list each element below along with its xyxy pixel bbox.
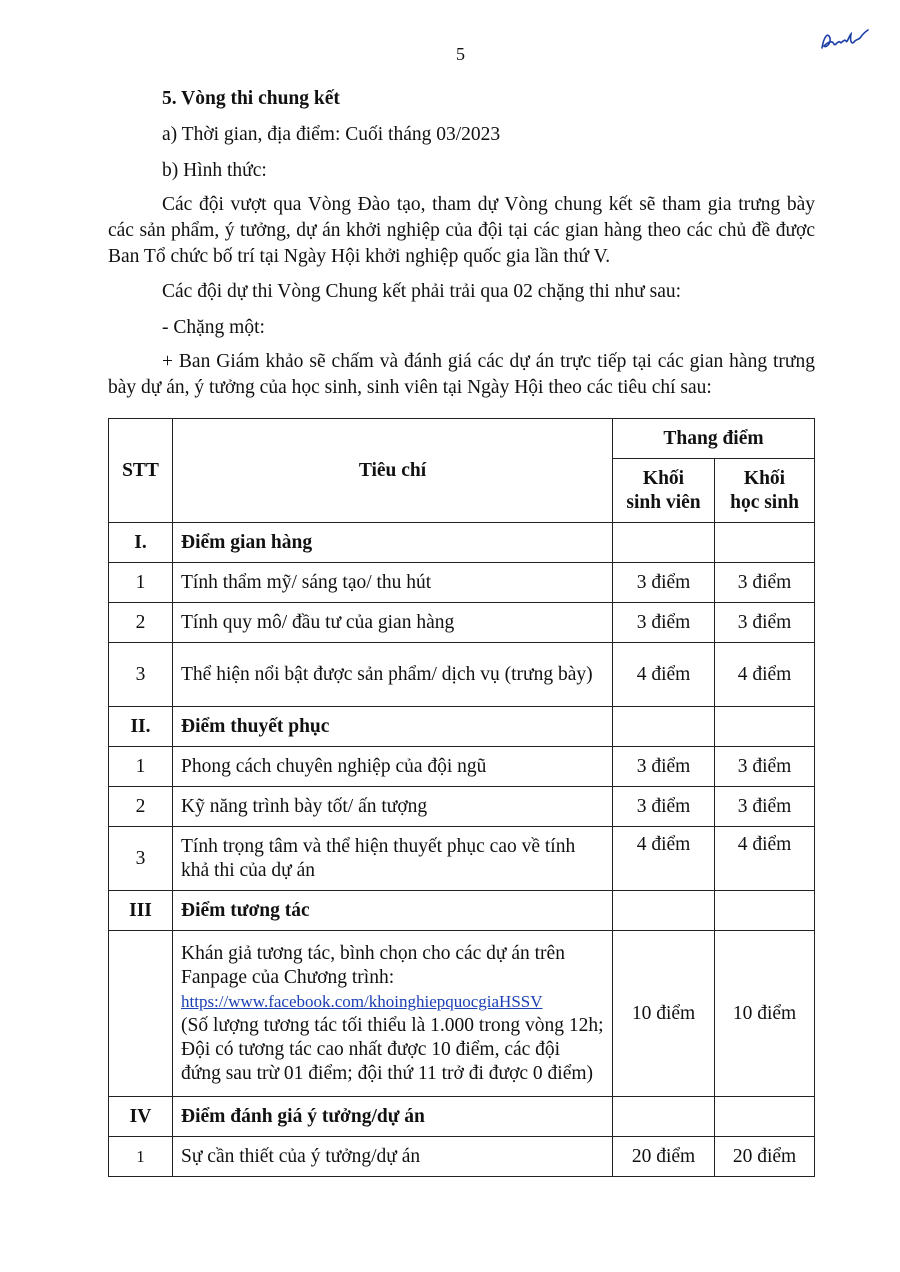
- section-title: Điểm đánh giá ý tưởng/dự án: [173, 1097, 613, 1137]
- header-school: [715, 459, 815, 523]
- row-criteria: Phong cách chuyên nghiệp của đội ngũ: [173, 747, 613, 787]
- row-score-school: 10 điểm: [715, 931, 815, 1097]
- row-number: 2: [109, 787, 173, 827]
- row-score-school: 4 điểm: [715, 827, 815, 891]
- header-criteria: Tiêu chí: [173, 419, 613, 523]
- stage-one: - Chặng một:: [162, 317, 265, 338]
- empty-cell: [613, 707, 715, 747]
- empty-cell: [613, 891, 715, 931]
- row-number: 1: [109, 1137, 173, 1177]
- section-heading: 5. Vòng thi chung kết: [162, 88, 340, 109]
- row-number: 3: [109, 827, 173, 891]
- interaction-description: Khán giả tương tác, bình chọn cho các dự án trên Fanpage của Chương trình:: [181, 942, 565, 988]
- row-score-university: 3 điểm: [613, 563, 715, 603]
- interaction-rules: (Số lượng tương tác tối thiểu là 1.000 trong vòng 12h; Đội có tương tác cao nhất được 10 điểm, các đội đứng sau trừ 01 điểm; đội thứ 11 trở đi được 0 điểm): [181, 1014, 604, 1084]
- table-row: [109, 827, 815, 891]
- row-criteria: Sự cần thiết của ý tưởng/dự án: [173, 1137, 613, 1177]
- section-row: [109, 523, 815, 563]
- header-school-line1: Khối: [743, 467, 786, 489]
- table-row: [109, 563, 815, 603]
- table-row: [109, 787, 815, 827]
- header-university-line1: Khối: [642, 467, 685, 489]
- empty-cell: [613, 523, 715, 563]
- empty-cell: [109, 931, 173, 1097]
- section-number: I.: [109, 523, 173, 563]
- section-number: IV: [109, 1097, 173, 1137]
- time-place: a) Thời gian, địa điểm: Cuối tháng 03/2023: [162, 124, 501, 145]
- paragraph-1: Các đội vượt qua Vòng Đào tạo, tham dự Vòng chung kết sẽ tham gia trưng bày các sản phẩm, ý tưởng, dự án khởi nghiệp của đội tại các gian hàng theo các chủ đề được Ban Tổ chức bố trí tại Ngày Hội khởi nghiệp quốc gia lần thứ V.: [108, 194, 815, 267]
- paragraph-2: Các đội dự thi Vòng Chung kết phải trải qua 02 chặng thi như sau:: [162, 281, 682, 302]
- header-university: [613, 459, 715, 523]
- table-row: [109, 1137, 815, 1177]
- row-number: 1: [109, 747, 173, 787]
- fanpage-link[interactable]: https://www.facebook.com/khoinghiepquocgiaHSSV: [181, 991, 543, 1011]
- row-criteria: [173, 931, 613, 1097]
- row-score-school: 3 điểm: [715, 787, 815, 827]
- criteria-table: [108, 418, 815, 1177]
- row-score-university: 3 điểm: [613, 603, 715, 643]
- empty-cell: [715, 707, 815, 747]
- page-number: 5: [456, 44, 465, 64]
- row-score-school: 20 điểm: [715, 1137, 815, 1177]
- empty-cell: [613, 1097, 715, 1137]
- section-row: [109, 1097, 815, 1137]
- header-school-line2: học sinh: [730, 491, 799, 513]
- empty-cell: [715, 891, 815, 931]
- row-criteria: Tính trọng tâm và thể hiện thuyết phục cao về tính khả thi của dự án: [173, 827, 613, 891]
- row-criteria: Kỹ năng trình bày tốt/ ấn tượng: [173, 787, 613, 827]
- section-number: III: [109, 891, 173, 931]
- row-criteria: Tính thẩm mỹ/ sáng tạo/ thu hút: [173, 563, 613, 603]
- header-scale: Thang điểm: [613, 419, 815, 459]
- empty-cell: [715, 1097, 815, 1137]
- empty-cell: [715, 523, 815, 563]
- header-stt: STT: [109, 419, 173, 523]
- row-number: 3: [109, 643, 173, 707]
- table-row: [109, 931, 815, 1097]
- section-row: [109, 891, 815, 931]
- row-criteria: Thể hiện nổi bật được sản phẩm/ dịch vụ (trưng bày): [173, 643, 613, 707]
- row-number: 1: [109, 563, 173, 603]
- row-score-university: 10 điểm: [613, 931, 715, 1097]
- table-row: [109, 603, 815, 643]
- section-title: Điểm thuyết phục: [173, 707, 613, 747]
- form-label: b) Hình thức:: [162, 160, 267, 181]
- row-score-school: 3 điểm: [715, 563, 815, 603]
- row-score-university: 3 điểm: [613, 787, 715, 827]
- document-body: [108, 84, 815, 401]
- row-score-university: 4 điểm: [613, 827, 715, 891]
- section-row: [109, 707, 815, 747]
- table-row: [109, 747, 815, 787]
- table-row: [109, 643, 815, 707]
- section-title: Điểm gian hàng: [173, 523, 613, 563]
- row-score-university: 20 điểm: [613, 1137, 715, 1177]
- paragraph-3: + Ban Giám khảo sẽ chấm và đánh giá các dự án trực tiếp tại các gian hàng trưng bày dự án, ý tưởng của học sinh, sinh viên tại Ngày Hội theo các tiêu chí sau:: [108, 351, 815, 398]
- row-score-school: 3 điểm: [715, 603, 815, 643]
- section-number: II.: [109, 707, 173, 747]
- row-score-school: 4 điểm: [715, 643, 815, 707]
- row-score-school: 3 điểm: [715, 747, 815, 787]
- row-score-university: 3 điểm: [613, 747, 715, 787]
- section-title: Điểm tương tác: [173, 891, 613, 931]
- row-criteria: Tính quy mô/ đầu tư của gian hàng: [173, 603, 613, 643]
- signature-mark: [818, 26, 870, 54]
- row-number: 2: [109, 603, 173, 643]
- header-university-line2: sinh viên: [626, 491, 701, 513]
- row-score-university: 4 điểm: [613, 643, 715, 707]
